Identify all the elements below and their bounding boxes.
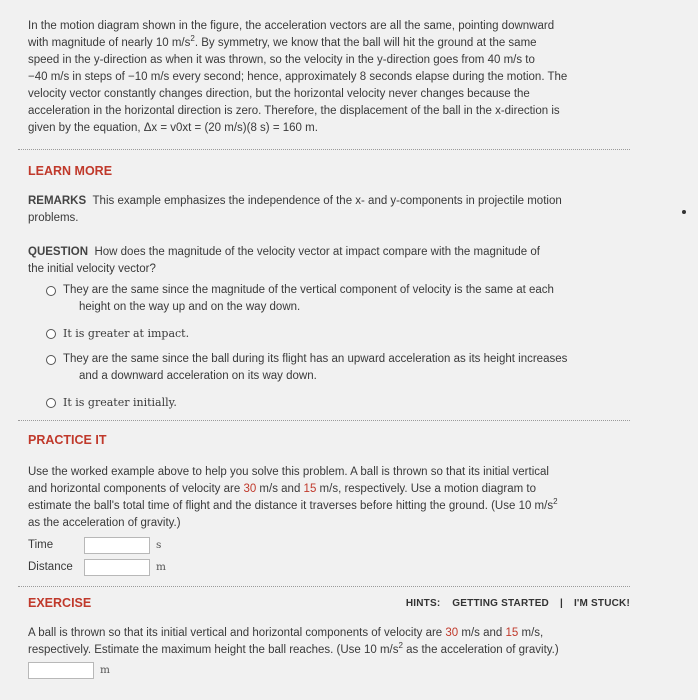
question-line-1: How does the magnitude of the velocity vector at impact compare with the magnitude of xyxy=(94,246,540,258)
height-unit: m xyxy=(100,663,110,676)
remarks-line-2: problems. xyxy=(28,212,79,224)
radio-button[interactable] xyxy=(46,329,56,339)
height-input[interactable] xyxy=(28,662,94,679)
intro-line-7: given by the equation, Δx = v0xt = (20 m/s)(8 s) = 160 m. xyxy=(28,122,318,134)
intro-line-1: In the motion diagram shown in the figure, the acceleration vectors are all the same, pointing downward xyxy=(28,20,555,32)
intro-line-5: velocity vector constantly changes direction, but the horizontal velocity never changes because the xyxy=(28,88,530,100)
learn-more-title: LEARN MORE xyxy=(28,164,113,178)
answer-option-3[interactable]: They are the same since the ball during its flight has an upward acceleration as its height increases and a downward acceleration on its way down. xyxy=(46,351,630,385)
time-row xyxy=(28,534,630,556)
height-row xyxy=(28,659,630,681)
time-unit: s xyxy=(156,538,162,551)
practice-title: PRACTICE IT xyxy=(28,433,107,447)
scroll-indicator xyxy=(682,210,686,214)
time-label: Time xyxy=(28,538,54,551)
hints-divider: | xyxy=(559,598,563,609)
remarks-line-1: This example emphasizes the independence of the x- and y-components in projectile motion xyxy=(92,195,562,207)
intro-paragraph xyxy=(18,0,630,137)
question-label: QUESTION xyxy=(28,246,89,258)
getting-started-link[interactable]: GETTING STARTED xyxy=(452,598,549,609)
time-input[interactable] xyxy=(84,537,150,554)
radio-button[interactable] xyxy=(46,286,56,296)
distance-label: Distance xyxy=(28,560,73,573)
intro-line-2: with magnitude of nearly 10 $m/s^2$. By symmetry, we know that the ball will hit the ground at the same xyxy=(28,34,537,49)
practice-section xyxy=(18,421,630,578)
radio-button[interactable] xyxy=(46,398,56,408)
content-page xyxy=(18,0,630,681)
im-stuck-link[interactable]: I'M STUCK! xyxy=(573,598,630,609)
distance-input[interactable] xyxy=(84,559,150,576)
distance-row xyxy=(28,556,630,578)
intro-line-6: acceleration in the horizontal direction is zero. Therefore, the displacement of the ball in the x-direction is xyxy=(28,105,560,117)
distance-unit: m xyxy=(156,560,166,573)
answer-option-4[interactable]: It is greater initially. xyxy=(46,394,630,411)
intro-line-3: speed in the y-direction as when it was thrown, so the velocity in the y-direction goes from 40 m/s to xyxy=(28,54,535,66)
learn-more-section xyxy=(18,150,630,411)
hints-bar xyxy=(406,595,630,612)
exercise-title: EXERCISE xyxy=(28,596,92,610)
answer-option-1[interactable]: They are the same since the magnitude of the vertical component of velocity is the same at each height on the way up and on the way down. xyxy=(46,282,630,316)
practice-text: Use the worked example above to help you solve this problem. A ball is thrown so that its initial vertical and horizontal components of velocity are 30 m/s and 15 m/s, respectively. Use a motion diagram to estimate the ball's total time of flight and the distance it traverses before hitting the ground. (Use 10 $m/s^2$ as the acceleration of gravity.) xyxy=(28,466,558,529)
remarks-label: REMARKS xyxy=(28,195,87,207)
answer-option-2[interactable]: It is greater at impact. xyxy=(46,325,630,342)
question-line-2: the initial velocity vector? xyxy=(28,263,156,275)
hints-label: HINTS: xyxy=(405,598,441,609)
exercise-text: A ball is thrown so that its initial vertical and horizontal components of velocity are 30 m/s and 15 m/s, respectively. Estimate the maximum height the ball reaches. (Use 10 $m/s^2$ as the acceleration of gravity.) xyxy=(28,627,559,656)
intro-line-4: −40 m/s in steps of −10 m/s every second; hence, approximately 8 seconds elapse during the motion. The xyxy=(28,71,568,83)
radio-button[interactable] xyxy=(46,355,56,365)
exercise-section xyxy=(18,587,630,681)
remarks xyxy=(28,193,630,227)
question xyxy=(28,244,630,278)
answer-options xyxy=(28,282,630,411)
